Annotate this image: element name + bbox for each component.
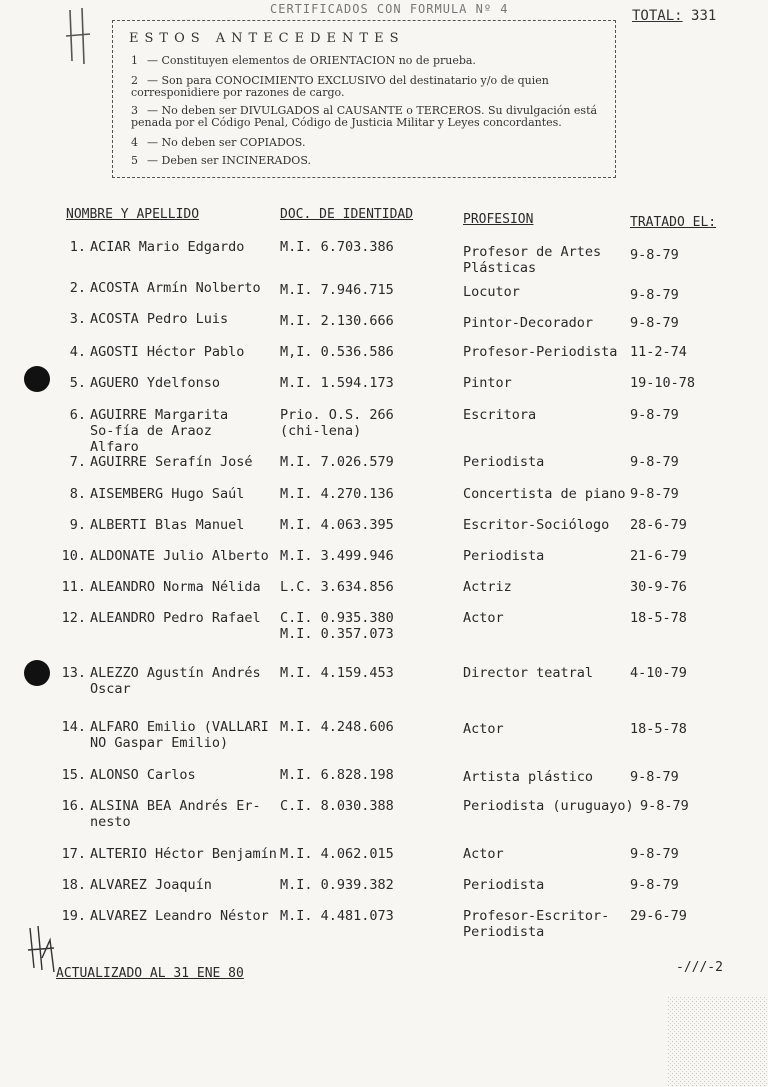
row-profession: Actor [463, 721, 504, 737]
item-number: 1 [131, 54, 138, 67]
row-date: 9-8-79 [630, 877, 679, 893]
row-number: 3. [69, 311, 86, 327]
row-profession: Periodista [463, 454, 545, 470]
row-profession: Profesor-Periodista [463, 344, 618, 360]
row-number: 6. [69, 407, 86, 423]
row-document: Prio. O.S. 266 (chi-lena) [280, 407, 394, 439]
row-name: ACOSTA Pedro Luis [90, 311, 229, 327]
row-date: 9-8-79 [630, 315, 679, 331]
item-text: — Son para CONOCIMIENTO EXCLUSIVO del destinatario y/o de quien corresponidiere por razones de cargo. [131, 74, 549, 99]
row-document: M.I. 4.270.136 [280, 486, 394, 502]
row-document: L.C. 3.634.856 [280, 579, 394, 595]
row-document: M.I. 7.946.715 [280, 282, 394, 298]
margin-staple-mark [60, 6, 100, 66]
row-name: ALVAREZ Joaquín [90, 877, 212, 893]
row-profession: Director teatral [463, 665, 594, 681]
row-document: M,I. 0.536.586 [280, 344, 394, 360]
row-number: 4. [69, 344, 86, 360]
row-name: ALEANDRO Norma Nélida [90, 579, 261, 595]
row-date: 9-8-79 [630, 454, 679, 470]
antecedentes-title: ESTOS ANTECEDENTES [129, 31, 405, 46]
row-date: 19-10-78 [630, 375, 696, 391]
header-stamp: CERTIFICADOS CON FORMULA Nº 4 [270, 2, 509, 16]
row-number: 17. [61, 846, 86, 862]
row-name: ALDONATE Julio Alberto [90, 548, 269, 564]
row-profession: Locutor [463, 284, 520, 300]
item-text: — Constituyen elementos de ORIENTACION no de prueba. [147, 54, 476, 67]
row-document: M.I. 7.026.579 [280, 454, 394, 470]
item-text: — No deben ser COPIADOS. [147, 136, 306, 149]
header-total [632, 8, 716, 24]
row-date: 9-8-79 [630, 846, 679, 862]
column-header-date: TRATADO EL: [630, 215, 717, 230]
punch-hole [24, 366, 50, 392]
antecedentes-item [131, 137, 611, 149]
row-profession: Escritora [463, 407, 537, 423]
row-document: M.I. 2.130.666 [280, 313, 394, 329]
page-number: -///-2 [676, 960, 723, 975]
row-profession: Actriz [463, 579, 512, 595]
item-number: 3 [131, 104, 138, 117]
row-name: ALEZZO Agustín Andrés Oscar [90, 665, 261, 697]
column-header-doc: DOC. DE IDENTIDAD [280, 207, 414, 222]
row-profession: Periodista [463, 548, 545, 564]
row-name: ALBERTI Blas Manuel [90, 517, 245, 533]
item-number: 4 [131, 136, 138, 149]
row-profession: Escritor-Sociólogo [463, 517, 610, 533]
row-name: AGUIRRE Serafín José [90, 454, 253, 470]
row-name: ALFARO Emilio (VALLARI NO Gaspar Emilio) [90, 719, 269, 751]
row-name: ACIAR Mario Edgardo [90, 239, 245, 255]
row-document: M.I. 1.594.173 [280, 375, 394, 391]
row-document: C.I. 8.030.388 [280, 798, 394, 814]
row-profession: Periodista [463, 877, 545, 893]
column-header-profession: PROFESION [463, 212, 534, 227]
punch-hole [24, 660, 50, 686]
row-date: 30-9-76 [630, 579, 687, 595]
antecedentes-item [131, 155, 611, 167]
row-date: 9-8-79 [630, 407, 679, 423]
total-value: 331 [691, 8, 717, 24]
row-number: 16. [61, 798, 86, 814]
item-number: 5 [131, 154, 138, 167]
row-number: 15. [61, 767, 86, 783]
row-name: ALTERIO Héctor Benjamín [90, 846, 277, 862]
row-name: ALEANDRO Pedro Rafael [90, 610, 261, 626]
item-text: — No deben ser DIVULGADOS al CAUSANTE o TERCEROS. Su divulgación está penada por el Código Penal, Código de Justicia Militar y Leyes concordantes. [131, 104, 598, 129]
row-profession: Artista plástico [463, 769, 594, 785]
column-header-name: NOMBRE Y APELLIDO [66, 207, 200, 222]
row-date: 18-5-78 [630, 721, 687, 737]
row-document: C.I. 0.935.380 M.I. 0.357.073 [280, 610, 394, 642]
row-number: 8. [69, 486, 86, 502]
row-profession: Pintor-Decorador [463, 315, 594, 331]
row-name: AGOSTI Héctor Pablo [90, 344, 245, 360]
row-number: 10. [61, 548, 86, 564]
row-date: 18-5-78 [630, 610, 687, 626]
row-profession: Concertista de piano [463, 486, 626, 502]
row-name: AISEMBERG Hugo Saúl [90, 486, 245, 502]
row-document: M.I. 6.703.386 [280, 239, 394, 255]
total-label: TOTAL: [632, 8, 683, 24]
row-date: 28-6-79 [630, 517, 687, 533]
row-document: M.I. 4.063.395 [280, 517, 394, 533]
row-number: 9. [69, 517, 86, 533]
antecedentes-item [131, 75, 611, 99]
row-number: 18. [61, 877, 86, 893]
row-name: ALONSO Carlos [90, 767, 196, 783]
row-document: M.I. 4.062.015 [280, 846, 394, 862]
antecedentes-item [131, 105, 611, 129]
row-number: 14. [61, 719, 86, 735]
updated-date: ACTUALIZADO AL 31 ENE 80 [56, 966, 244, 981]
row-profession: Periodista (uruguayo) [463, 798, 634, 814]
row-number: 19. [61, 908, 86, 924]
row-date: 29-6-79 [630, 908, 687, 924]
row-document: M.I. 6.828.198 [280, 767, 394, 783]
row-date: 9-8-79 [630, 287, 679, 303]
item-text: — Deben ser INCINERADOS. [147, 154, 311, 167]
row-profession: Profesor de Artes Plásticas [463, 244, 602, 276]
row-profession: Profesor-Escritor-Periodista [463, 908, 610, 940]
row-number: 11. [61, 579, 86, 595]
row-profession: Actor [463, 610, 504, 626]
row-profession: Actor [463, 846, 504, 862]
row-name: ALVAREZ Leandro Néstor [90, 908, 269, 924]
row-number: 1. [69, 239, 86, 255]
row-profession: Pintor [463, 375, 512, 391]
row-document: M.I. 3.499.946 [280, 548, 394, 564]
row-number: 13. [61, 665, 86, 681]
antecedentes-item [131, 55, 611, 67]
row-number: 12. [61, 610, 86, 626]
row-name: ALSINA BEA Andrés Er-nesto [90, 798, 261, 830]
row-date: 9-8-79 [630, 769, 679, 785]
row-name: AGUERO Ydelfonso [90, 375, 221, 391]
row-document: M.I. 4.481.073 [280, 908, 394, 924]
row-document: M.I. 4.248.606 [280, 719, 394, 735]
row-date: 4-10-79 [630, 665, 687, 681]
row-date: 9-8-79 [640, 798, 689, 814]
row-document: M.I. 4.159.453 [280, 665, 394, 681]
row-document: M.I. 0.939.382 [280, 877, 394, 893]
row-date: 9-8-79 [630, 247, 679, 263]
row-name: ACOSTA Armín Nolberto [90, 280, 261, 296]
row-date: 9-8-79 [630, 486, 679, 502]
scan-noise [628, 977, 768, 1087]
item-number: 2 [131, 74, 138, 87]
row-number: 7. [69, 454, 86, 470]
row-number: 5. [69, 375, 86, 391]
antecedentes-box [112, 20, 616, 178]
row-number: 2. [69, 280, 86, 296]
row-date: 21-6-79 [630, 548, 687, 564]
row-date: 11-2-74 [630, 344, 687, 360]
row-name: AGUIRRE Margarita So-fía de Araoz Alfaro [90, 407, 229, 455]
